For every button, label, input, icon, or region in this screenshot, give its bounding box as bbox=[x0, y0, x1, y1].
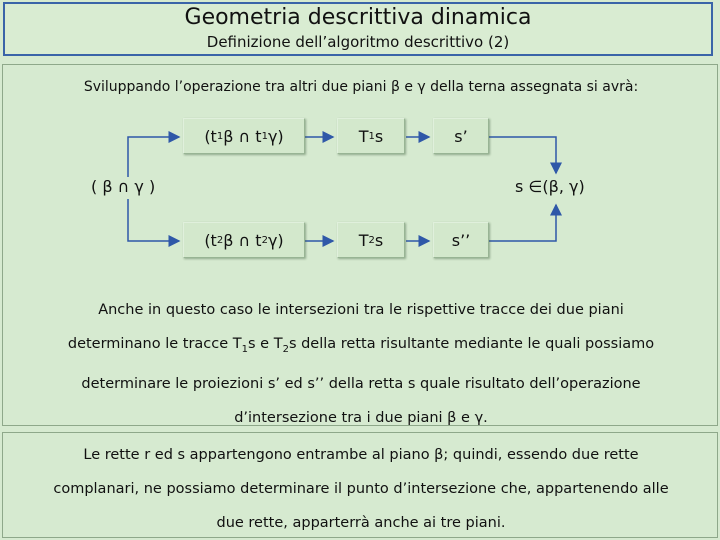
slide-subtitle: Definizione dell’algoritmo descrittivo (2) bbox=[206, 33, 510, 51]
arrow-bottom-projection-to-result bbox=[489, 205, 556, 241]
bottom-intersection-box bbox=[183, 222, 305, 258]
top-trace-post: s bbox=[374, 126, 384, 146]
top-trace-box bbox=[337, 118, 405, 154]
top-intersection-sub1: 1 bbox=[216, 130, 224, 142]
top-intersection-pre: (t bbox=[204, 126, 217, 146]
arrow-source-to-bottom bbox=[128, 199, 179, 241]
explanation-line-2a: determinano le tracce T bbox=[67, 336, 242, 352]
top-trace-sub: 1 bbox=[368, 130, 375, 142]
explanation-paragraph bbox=[13, 293, 709, 435]
conclusion-panel bbox=[2, 432, 718, 538]
conclusion-line-1: Le rette r ed s appartengono entrambe al piano β; quindi, essendo due rette bbox=[83, 447, 639, 463]
arrow-top-projection-to-result bbox=[489, 137, 556, 173]
explanation-line-1: Anche in questo caso le intersezioni tra le rispettive tracce dei due piani bbox=[98, 302, 624, 318]
bottom-intersection-pre: (t bbox=[204, 230, 217, 250]
bottom-trace-sub: 2 bbox=[368, 234, 375, 246]
conclusion-line-3: due rette, apparterrà anche ai tre piani. bbox=[216, 515, 506, 531]
top-intersection-post: γ) bbox=[267, 126, 284, 146]
top-trace-pre: T bbox=[358, 126, 369, 146]
explanation-line-3: determinare le proiezioni s’ ed s’’ della retta s quale risultato dell’operazione bbox=[81, 375, 641, 392]
arrow-source-to-top bbox=[128, 137, 179, 177]
slide-header bbox=[3, 2, 713, 56]
bottom-intersection-mid: β ∩ t bbox=[223, 230, 262, 250]
conclusion-paragraph bbox=[9, 438, 713, 540]
source-intersection-label: ( β ∩ γ ) bbox=[91, 177, 156, 196]
intro-text: Sviluppando l’operazione tra altri due piani β e γ della terna assegnata si avrà: bbox=[83, 79, 639, 95]
top-intersection-mid: β ∩ t bbox=[223, 126, 262, 146]
top-intersection-box bbox=[183, 118, 305, 154]
bottom-projection-box: s’’ bbox=[433, 222, 489, 258]
bottom-intersection-post: γ) bbox=[267, 230, 284, 250]
explanation-line-2-sub1: 1 bbox=[241, 343, 248, 355]
bottom-trace-box bbox=[337, 222, 405, 258]
explanation-line-2-sub2: 2 bbox=[282, 343, 289, 355]
slide-title: Geometria descrittiva dinamica bbox=[184, 5, 532, 30]
conclusion-line-2: complanari, ne possiamo determinare il punto d’intersezione che, appartenendo alle bbox=[53, 481, 669, 497]
explanation-line-4: d’intersezione tra i due piani β e γ. bbox=[234, 409, 488, 426]
bottom-intersection-sub2: 2 bbox=[261, 234, 268, 246]
bottom-trace-post: s bbox=[374, 230, 384, 250]
bottom-intersection-sub1: 2 bbox=[216, 234, 224, 246]
top-intersection-sub2: 1 bbox=[261, 130, 268, 142]
top-projection-box: s’ bbox=[433, 118, 489, 154]
explanation-line-2c: s della retta risultante mediante le quali possiamo bbox=[288, 336, 655, 352]
result-line-label: s ∈(β, γ) bbox=[515, 177, 585, 196]
algorithm-panel bbox=[2, 64, 718, 426]
bottom-trace-pre: T bbox=[358, 230, 369, 250]
explanation-line-2 bbox=[13, 327, 709, 367]
explanation-line-2b: s e T bbox=[248, 336, 283, 352]
